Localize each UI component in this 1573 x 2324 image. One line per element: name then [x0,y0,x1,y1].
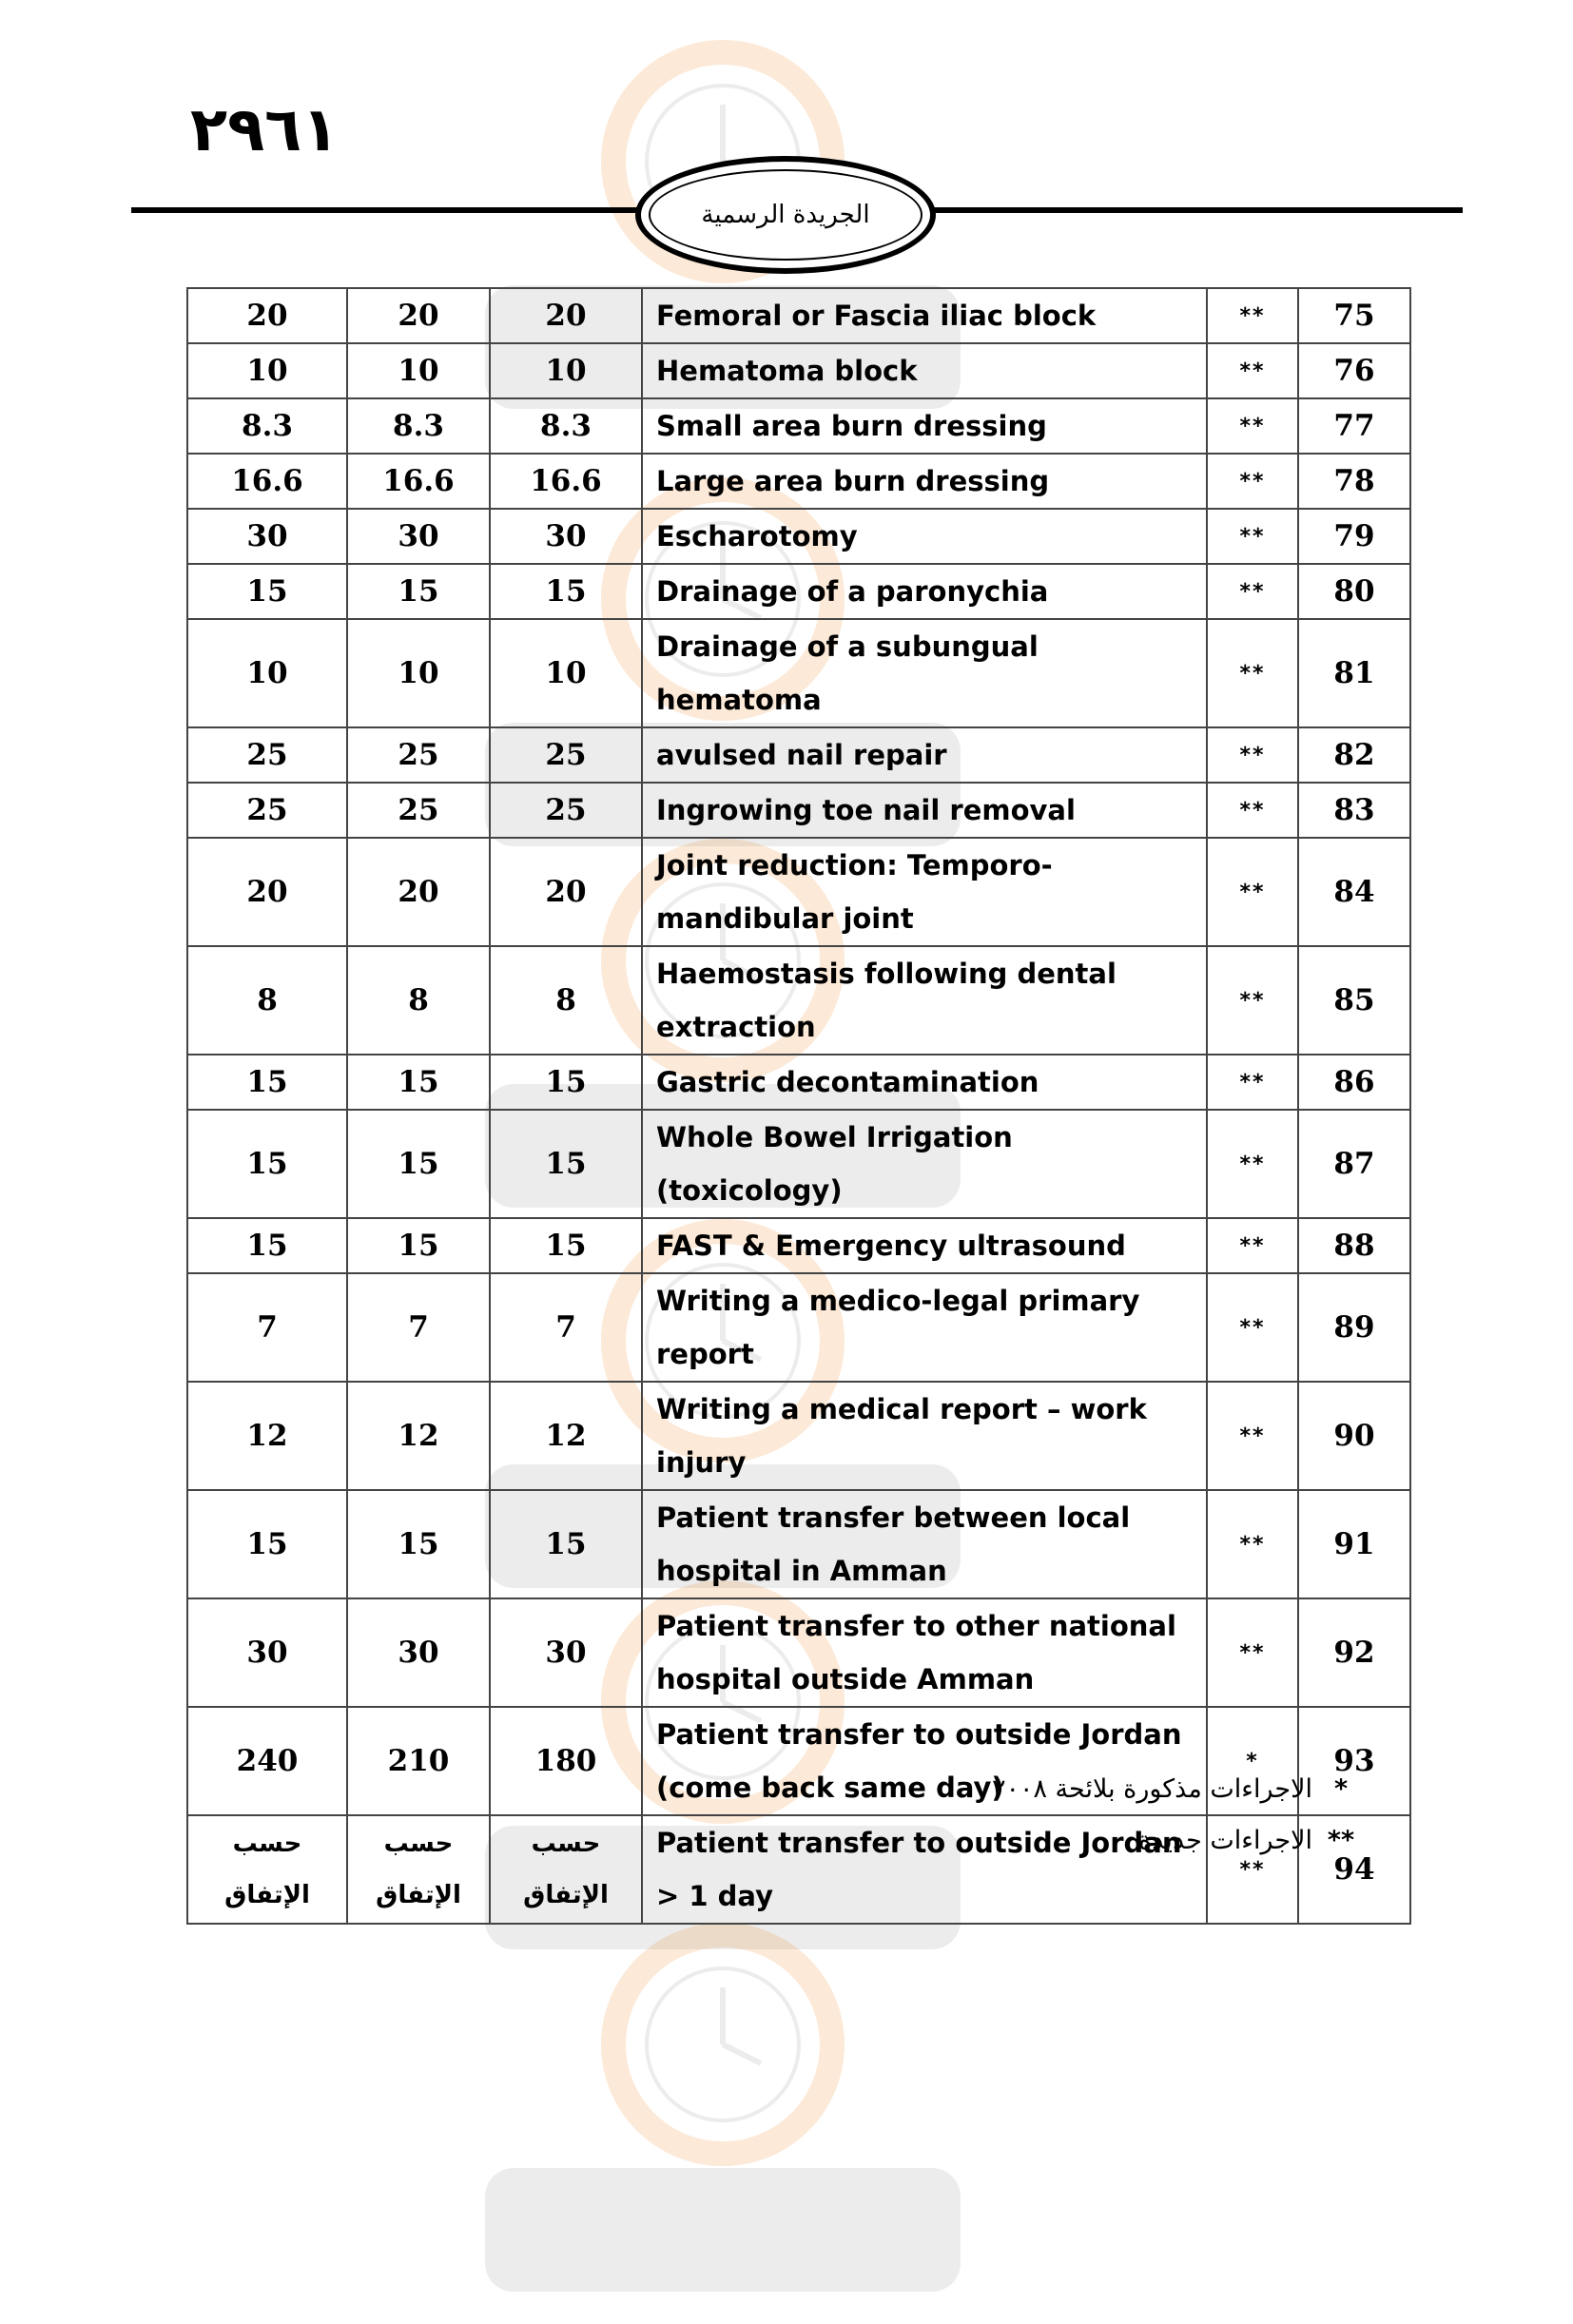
status-mark-cell: ** [1207,1815,1298,1924]
fee-cell-2: 25 [347,783,490,838]
serial-number-cell: 85 [1298,946,1410,1055]
serial-number-cell: 81 [1298,619,1410,727]
table-row [187,1273,1410,1382]
fee-cell-2: 30 [347,1598,490,1707]
serial-number-cell: 79 [1298,509,1410,564]
fee-cell-1: 7 [187,1273,347,1382]
table-row [187,398,1410,454]
serial-number-cell: 88 [1298,1218,1410,1273]
serial-number-cell: 84 [1298,838,1410,946]
status-mark-cell: ** [1207,619,1298,727]
serial-number-cell: 78 [1298,454,1410,509]
fee-cell-2: 10 [347,619,490,727]
fee-cell-2: 20 [347,838,490,946]
footnote-text: الاجراءات مذكورة بلائحة ٢٠٠٨ [991,1773,1312,1804]
serial-number-cell: 93 [1298,1707,1410,1815]
table-row [187,838,1410,946]
fee-cell-2: 25 [347,727,490,783]
procedure-cell: Patient transfer between local hospital in Amman [642,1490,1207,1598]
table-row [187,1598,1410,1707]
procedure-cell: Ingrowing toe nail removal [642,783,1207,838]
fee-cell-3: 20 [490,288,642,343]
fee-cell-1: 10 [187,343,347,398]
procedure-cell: Small area burn dressing [642,398,1207,454]
procedure-cell: Large area burn dressing [642,454,1207,509]
serial-number-cell: 75 [1298,288,1410,343]
status-mark-cell: ** [1207,343,1298,398]
procedure-cell: Gastric decontamination [642,1055,1207,1110]
fee-cell-3: حسب الإتفاق [490,1815,642,1924]
fee-cell-3: 30 [490,509,642,564]
fee-cell-1: 240 [187,1707,347,1815]
fee-cell-1: 30 [187,509,347,564]
status-mark-cell: ** [1207,1490,1298,1598]
fee-cell-2: 16.6 [347,454,490,509]
table-row [187,343,1410,398]
fees-table [186,287,1411,1925]
fee-cell-3: 20 [490,838,642,946]
fee-cell-2: 15 [347,1055,490,1110]
fee-cell-3: 15 [490,1490,642,1598]
fee-cell-2: 12 [347,1382,490,1490]
fee-cell-2: 210 [347,1707,490,1815]
status-mark-cell: ** [1207,1055,1298,1110]
serial-number-cell: 89 [1298,1273,1410,1382]
fee-cell-3: 25 [490,783,642,838]
fee-cell-1: 20 [187,288,347,343]
serial-number-cell: 82 [1298,727,1410,783]
fee-cell-1: 15 [187,1055,347,1110]
status-mark-cell: ** [1207,1110,1298,1218]
status-mark-cell: ** [1207,783,1298,838]
status-mark-cell: ** [1207,1218,1298,1273]
procedure-cell: Hematoma block [642,343,1207,398]
procedure-cell: FAST & Emergency ultrasound [642,1218,1207,1273]
serial-number-cell: 92 [1298,1598,1410,1707]
fee-cell-1: 15 [187,564,347,619]
serial-number-cell: 87 [1298,1110,1410,1218]
fee-cell-2: 15 [347,1490,490,1598]
fee-cell-2: 15 [347,564,490,619]
serial-number-cell: 76 [1298,343,1410,398]
table-row [187,783,1410,838]
fee-cell-1: 8 [187,946,347,1055]
fee-cell-3: 12 [490,1382,642,1490]
fee-cell-3: 30 [490,1598,642,1707]
fee-cell-2: 7 [347,1273,490,1382]
serial-number-cell: 91 [1298,1490,1410,1598]
fee-cell-2: 30 [347,509,490,564]
table-row [187,509,1410,564]
fee-cell-3: 15 [490,1055,642,1110]
table-row [187,1218,1410,1273]
status-mark-cell: ** [1207,1382,1298,1490]
fee-cell-1: 30 [187,1598,347,1707]
fee-cell-2: 8 [347,946,490,1055]
table-row [187,1382,1410,1490]
fee-cell-1: 8.3 [187,398,347,454]
procedure-cell: Joint reduction: Temporo- mandibular joint [642,838,1207,946]
serial-number-cell: 86 [1298,1055,1410,1110]
table-row [187,564,1410,619]
status-mark-cell: ** [1207,727,1298,783]
procedure-cell: Whole Bowel Irrigation (toxicology) [642,1110,1207,1218]
footnotes [951,1763,1369,1866]
procedure-cell: Writing a medical report – work injury [642,1382,1207,1490]
fee-cell-3: 8.3 [490,398,642,454]
footnote-text: الاجراءات جديدة [1138,1825,1312,1855]
status-mark-cell: ** [1207,1598,1298,1707]
status-mark-cell: ** [1207,454,1298,509]
fee-cell-2: حسب الإتفاق [347,1815,490,1924]
table-row [187,288,1410,343]
table-row [187,946,1410,1055]
fee-cell-2: 20 [347,288,490,343]
procedure-cell: Patient transfer to other national hospital outside Amman [642,1598,1207,1707]
fee-cell-1: 15 [187,1110,347,1218]
serial-number-cell: 90 [1298,1382,1410,1490]
fees-table-body [187,288,1410,1924]
fee-cell-3: 25 [490,727,642,783]
procedure-cell: Femoral or Fascia iliac block [642,288,1207,343]
fee-cell-1: 16.6 [187,454,347,509]
fee-cell-3: 10 [490,619,642,727]
fee-cell-1: 15 [187,1218,347,1273]
procedure-cell: Haemostasis following dental extraction [642,946,1207,1055]
footnote-mark: ** [1327,1825,1355,1855]
table-row [187,619,1410,727]
serial-number-cell: 83 [1298,783,1410,838]
fee-cell-2: 15 [347,1218,490,1273]
fee-cell-2: 10 [347,343,490,398]
fee-cell-3: 15 [490,1218,642,1273]
fee-cell-1: 25 [187,783,347,838]
table-row [187,454,1410,509]
fee-cell-3: 15 [490,1110,642,1218]
footnote-item [951,1763,1369,1814]
serial-number-cell: 77 [1298,398,1410,454]
status-mark-cell: * [1207,1707,1298,1815]
fee-cell-1: حسب الإتفاق [187,1815,347,1924]
procedure-cell: avulsed nail repair [642,727,1207,783]
fee-cell-2: 15 [347,1110,490,1218]
procedure-cell: Drainage of a paronychia [642,564,1207,619]
page-number: ٢٩٦١ [190,95,340,165]
status-mark-cell: ** [1207,838,1298,946]
procedure-cell: Escharotomy [642,509,1207,564]
status-mark-cell: ** [1207,398,1298,454]
procedure-cell: Writing a medico-legal primary report [642,1273,1207,1382]
watermark-logo [476,1921,875,2320]
fee-cell-2: 8.3 [347,398,490,454]
footnote-mark: * [1333,1773,1349,1804]
status-mark-cell: ** [1207,564,1298,619]
fee-cell-3: 180 [490,1707,642,1815]
procedure-cell: Patient transfer to outside Jordan > 1 day [642,1815,1207,1924]
status-mark-cell: ** [1207,288,1298,343]
fee-cell-1: 15 [187,1490,347,1598]
fee-cell-1: 25 [187,727,347,783]
table-row [187,1490,1410,1598]
status-mark-cell: ** [1207,509,1298,564]
fee-cell-3: 15 [490,564,642,619]
serial-number-cell: 80 [1298,564,1410,619]
fee-cell-3: 7 [490,1273,642,1382]
status-mark-cell: ** [1207,946,1298,1055]
fee-cell-1: 10 [187,619,347,727]
table-row [187,727,1410,783]
procedure-cell: Patient transfer to outside Jordan (come back same day) [642,1707,1207,1815]
header-emblem [635,156,936,274]
table-row [187,1055,1410,1110]
fee-cell-1: 12 [187,1382,347,1490]
fee-cell-1: 20 [187,838,347,946]
procedure-cell: Drainage of a subungual hematoma [642,619,1207,727]
fee-cell-3: 10 [490,343,642,398]
header-title: الجريدة الرسمية [701,201,870,229]
fee-cell-3: 16.6 [490,454,642,509]
footnote-item [951,1814,1369,1866]
serial-number-cell: 94 [1298,1815,1410,1924]
status-mark-cell: ** [1207,1273,1298,1382]
fee-cell-3: 8 [490,946,642,1055]
table-row [187,1110,1410,1218]
